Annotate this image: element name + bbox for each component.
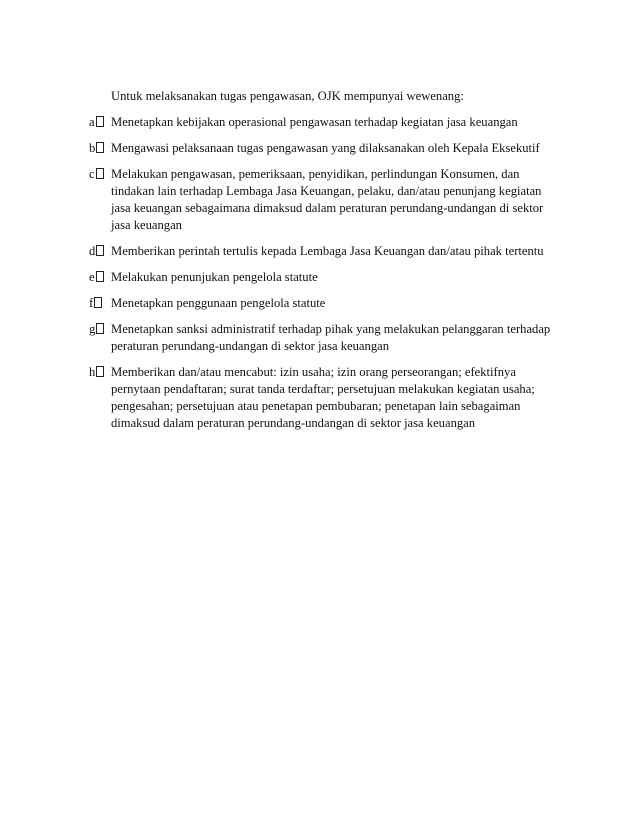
list-marker [89,166,111,183]
missing-glyph-box-icon [96,142,104,153]
list-marker [89,321,111,338]
list-item-h [89,364,559,432]
list-marker [89,269,111,286]
list-item-line: pengesahan; persetujuan atau penetapan pembubaran; penetapan lain sebagaiman [111,399,521,413]
list-item-line: Mengawasi pelaksanaan tugas pengawasan yang dilaksanakan oleh Kepala Eksekutif [111,141,540,155]
list-item-a [89,114,559,131]
list-item-line: Menetapkan kebijakan operasional pengawasan terhadap kegiatan jasa keuangan [111,115,518,129]
list-item-d [89,243,559,260]
list-item-line: pernytaan pendaftaran; surat tanda terdaftar; persetujuan melakukan kegiatan usaha; [111,382,535,396]
list-item-line: dimaksud dalam peraturan perundang-undangan di sektor jasa keuangan [111,416,476,430]
list-item-e [89,269,559,286]
list-letter: g [89,322,96,336]
list-item-line: Menetapkan sanksi administratif terhadap pihak yang melakukan pelanggaran terhadap [111,322,551,336]
missing-glyph-box-icon [96,245,104,256]
list-item-line: Memberikan perintah tertulis kepada Lembaga Jasa Keuangan dan/atau pihak tertentu [111,244,544,258]
list-item-line: Menetapkan penggunaan pengelola statute [111,296,326,310]
missing-glyph-box-icon [96,271,104,282]
list-item-line: tindakan lain terhadap Lembaga Jasa Keuangan, pelaku, dan/atau penunjang kegiatan [111,184,542,198]
list-letter: b [89,141,96,155]
list-marker [89,243,111,260]
list-item-g [89,321,559,355]
list-item-b [89,140,559,157]
list-item-line: Memberikan dan/atau mencabut: izin usaha; izin orang perseorangan; efektifnya [111,365,516,379]
list-item-line: jasa keuangan [111,218,182,232]
list-item-line: jasa keuangan sebagaimana dimaksud dalam peraturan perundang-undangan di sektor [111,201,544,215]
list-marker [89,364,111,381]
list-marker [89,140,111,157]
list-marker [89,114,111,131]
list-letter: f [89,296,94,310]
missing-glyph-box-icon [96,116,104,127]
list-item-line: peraturan perundang-undangan di sektor jasa keuangan [111,339,390,353]
list-item-f [89,295,559,312]
list-item-line: Melakukan pengawasan, pemeriksaan, penyidikan, perlindungan Konsumen, dan [111,167,520,181]
list-letter: d [89,244,96,258]
list-letter: c [89,167,95,181]
list-item-c [89,166,559,234]
list-item-line: Melakukan penunjukan pengelola statute [111,270,318,284]
missing-glyph-box-icon [96,168,104,179]
document-body [89,88,559,441]
list-marker [89,295,111,312]
list-letter: e [89,270,95,284]
missing-glyph-box-icon [96,323,104,334]
missing-glyph-box-icon [94,297,102,308]
list-letter: h [89,365,96,379]
missing-glyph-box-icon [96,366,104,377]
intro-paragraph: Untuk melaksanakan tugas pengawasan, OJK mempunyai wewenang: [111,89,464,103]
list-letter: a [89,115,95,129]
